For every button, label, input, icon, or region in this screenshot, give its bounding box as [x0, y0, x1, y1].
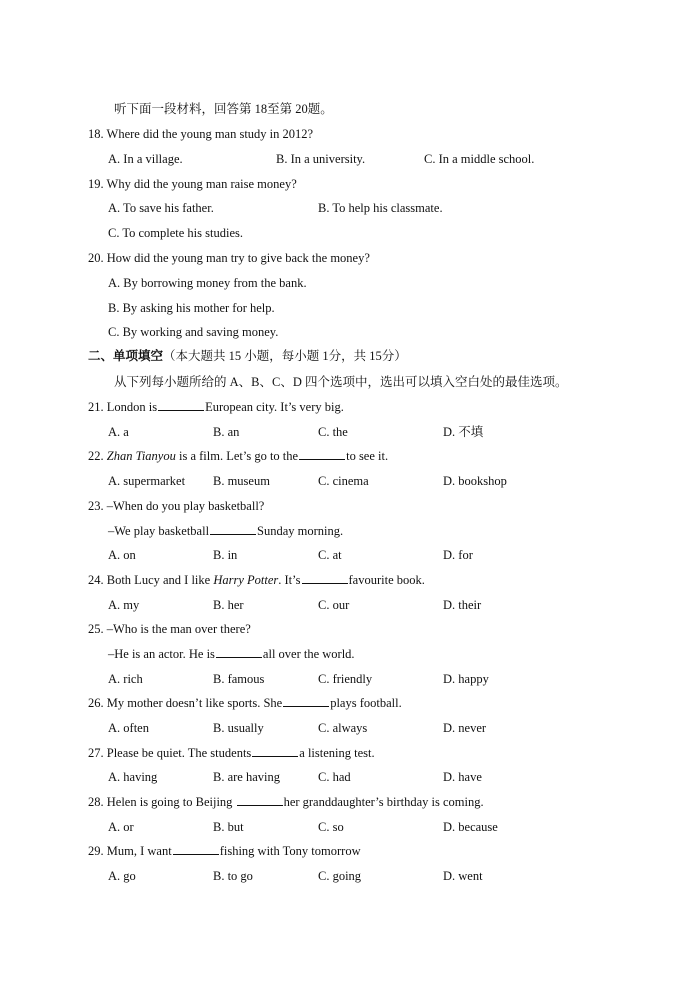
q24-option-a: A. my [108, 598, 140, 612]
q22-option-b: B. museum [213, 474, 270, 488]
q18-option-b: B. In a university. [276, 152, 366, 166]
q22-text-before: is a film. Let’s go to the [175, 449, 299, 463]
q23-option-c: C. at [318, 548, 342, 562]
listening-intro: 听下面一段材料，回答第 18至第 20题。 [114, 102, 333, 116]
q27-option-c: C. had [318, 770, 351, 784]
q20-option-b: B. By asking his mother for help. [108, 301, 275, 315]
q27-option-a: A. having [108, 770, 158, 784]
question-25-response [108, 646, 355, 662]
q21-text-after: European city. It’s very big. [205, 400, 344, 414]
q27-option-b: B. are having [213, 770, 280, 784]
q28-option-d: D. because [443, 820, 498, 834]
q29-text-after: fishing with Tony tomorrow [219, 844, 361, 858]
question-23-stem: 23. –When do you play basketball? [88, 499, 265, 513]
answer-blank [283, 695, 329, 707]
q22-text-after: to see it. [346, 449, 389, 463]
q21-option-c: C. the [318, 425, 348, 439]
question-20-stem: 20. How did the young man try to give back the money? [88, 251, 370, 265]
question-24-stem [88, 572, 425, 588]
q27-text-after: a listening test. [299, 746, 375, 760]
q26-text-after: plays football. [330, 696, 402, 710]
q26-option-b: B. usually [213, 721, 264, 735]
answer-blank [299, 448, 345, 460]
q28-option-b: B. but [213, 820, 244, 834]
q29-option-d: D. went [443, 869, 483, 883]
q24-text-mid: . It’s [278, 573, 301, 587]
section-2-heading [88, 348, 407, 364]
q29-option-a: A. go [108, 869, 136, 883]
q25-option-a: A. rich [108, 672, 143, 686]
q24-option-d: D. their [443, 598, 482, 612]
q18-option-a: A. In a village. [108, 152, 183, 166]
q24-book-title: Harry Potter [213, 573, 279, 587]
question-26-stem [88, 695, 402, 711]
q28-text-before: 28. Helen is going to Beijing [88, 795, 236, 809]
q19-option-b: B. To help his classmate. [318, 201, 443, 215]
question-29-stem [88, 843, 361, 859]
question-18-stem: 18. Where did the young man study in 2012? [88, 127, 314, 141]
q28-option-c: C. so [318, 820, 344, 834]
q25-option-d: D. happy [443, 672, 489, 686]
q22-film-title: Zhan Tianyou [106, 449, 176, 463]
q20-option-c: C. By working and saving money. [108, 325, 279, 339]
answer-blank [252, 745, 298, 757]
q27-text-before: 27. Please be quiet. The students [88, 746, 252, 760]
answer-blank [173, 843, 219, 855]
q25-option-c: C. friendly [318, 672, 373, 686]
answer-blank [210, 523, 256, 535]
q21-text-before: 21. London is [88, 400, 158, 414]
question-27-stem [88, 745, 375, 761]
question-28-stem [88, 794, 484, 810]
q26-text-before: 26. My mother doesn’t like sports. She [88, 696, 283, 710]
q23-option-a: A. on [108, 548, 136, 562]
q23-option-b: B. in [213, 548, 238, 562]
q22-option-c: C. cinema [318, 474, 369, 488]
q26-option-d: D. never [443, 721, 487, 735]
q26-option-c: C. always [318, 721, 368, 735]
q21-option-a: A. a [108, 425, 129, 439]
answer-blank [302, 572, 348, 584]
section-2-title: 二、单项填空 [88, 349, 164, 363]
q28-text-after: her granddaughter’s birthday is coming. [283, 795, 484, 809]
q27-option-d: D. have [443, 770, 482, 784]
q22-option-d: D. bookshop [443, 474, 507, 488]
q25-option-b: B. famous [213, 672, 265, 686]
q23-text-before: –We play basketball [108, 524, 210, 538]
q24-option-c: C. our [318, 598, 350, 612]
q23-text-after: Sunday morning. [257, 524, 344, 538]
q20-option-a: A. By borrowing money from the bank. [108, 276, 307, 290]
q24-option-b: B. her [213, 598, 244, 612]
answer-blank [216, 646, 262, 658]
q23-option-d: D. for [443, 548, 473, 562]
q29-option-b: B. to go [213, 869, 253, 883]
q29-option-c: C. going [318, 869, 362, 883]
q19-option-c: C. To complete his studies. [108, 226, 243, 240]
q24-text-before: 24. Both Lucy and I like [88, 573, 214, 587]
section-2-instruction: 从下列每小题所给的 A、B、C、D 四个选项中，选出可以填入空白处的最佳选项。 [114, 375, 568, 389]
q18-option-c: C. In a middle school. [424, 152, 535, 166]
q28-option-a: A. or [108, 820, 134, 834]
question-25-stem: 25. –Who is the man over there? [88, 622, 251, 636]
q25-text-after: all over the world. [262, 647, 355, 661]
q25-text-before: –He is an actor. He is [108, 647, 215, 661]
question-22-stem: 22. Zhan Tianyou is a film. Let’s go to the to see it. [88, 449, 389, 463]
q29-text-before: 29. Mum, I want [88, 844, 172, 858]
answer-blank [237, 794, 283, 806]
q19-option-a: A. To save his father. [108, 201, 214, 215]
section-2-note: （本大题共 15 小题，每小题 1分，共 15分） [163, 349, 407, 363]
answer-blank [158, 399, 204, 411]
q21-option-d: D. 不填 [443, 425, 484, 439]
question-21-stem [88, 399, 344, 415]
q26-option-a: A. often [108, 721, 149, 735]
question-23-response [108, 523, 343, 539]
question-19-stem: 19. Why did the young man raise money? [88, 177, 297, 191]
q21-option-b: B. an [213, 425, 240, 439]
q24-text-after: favourite book. [348, 573, 425, 587]
q22-option-a: A. supermarket [108, 474, 186, 488]
